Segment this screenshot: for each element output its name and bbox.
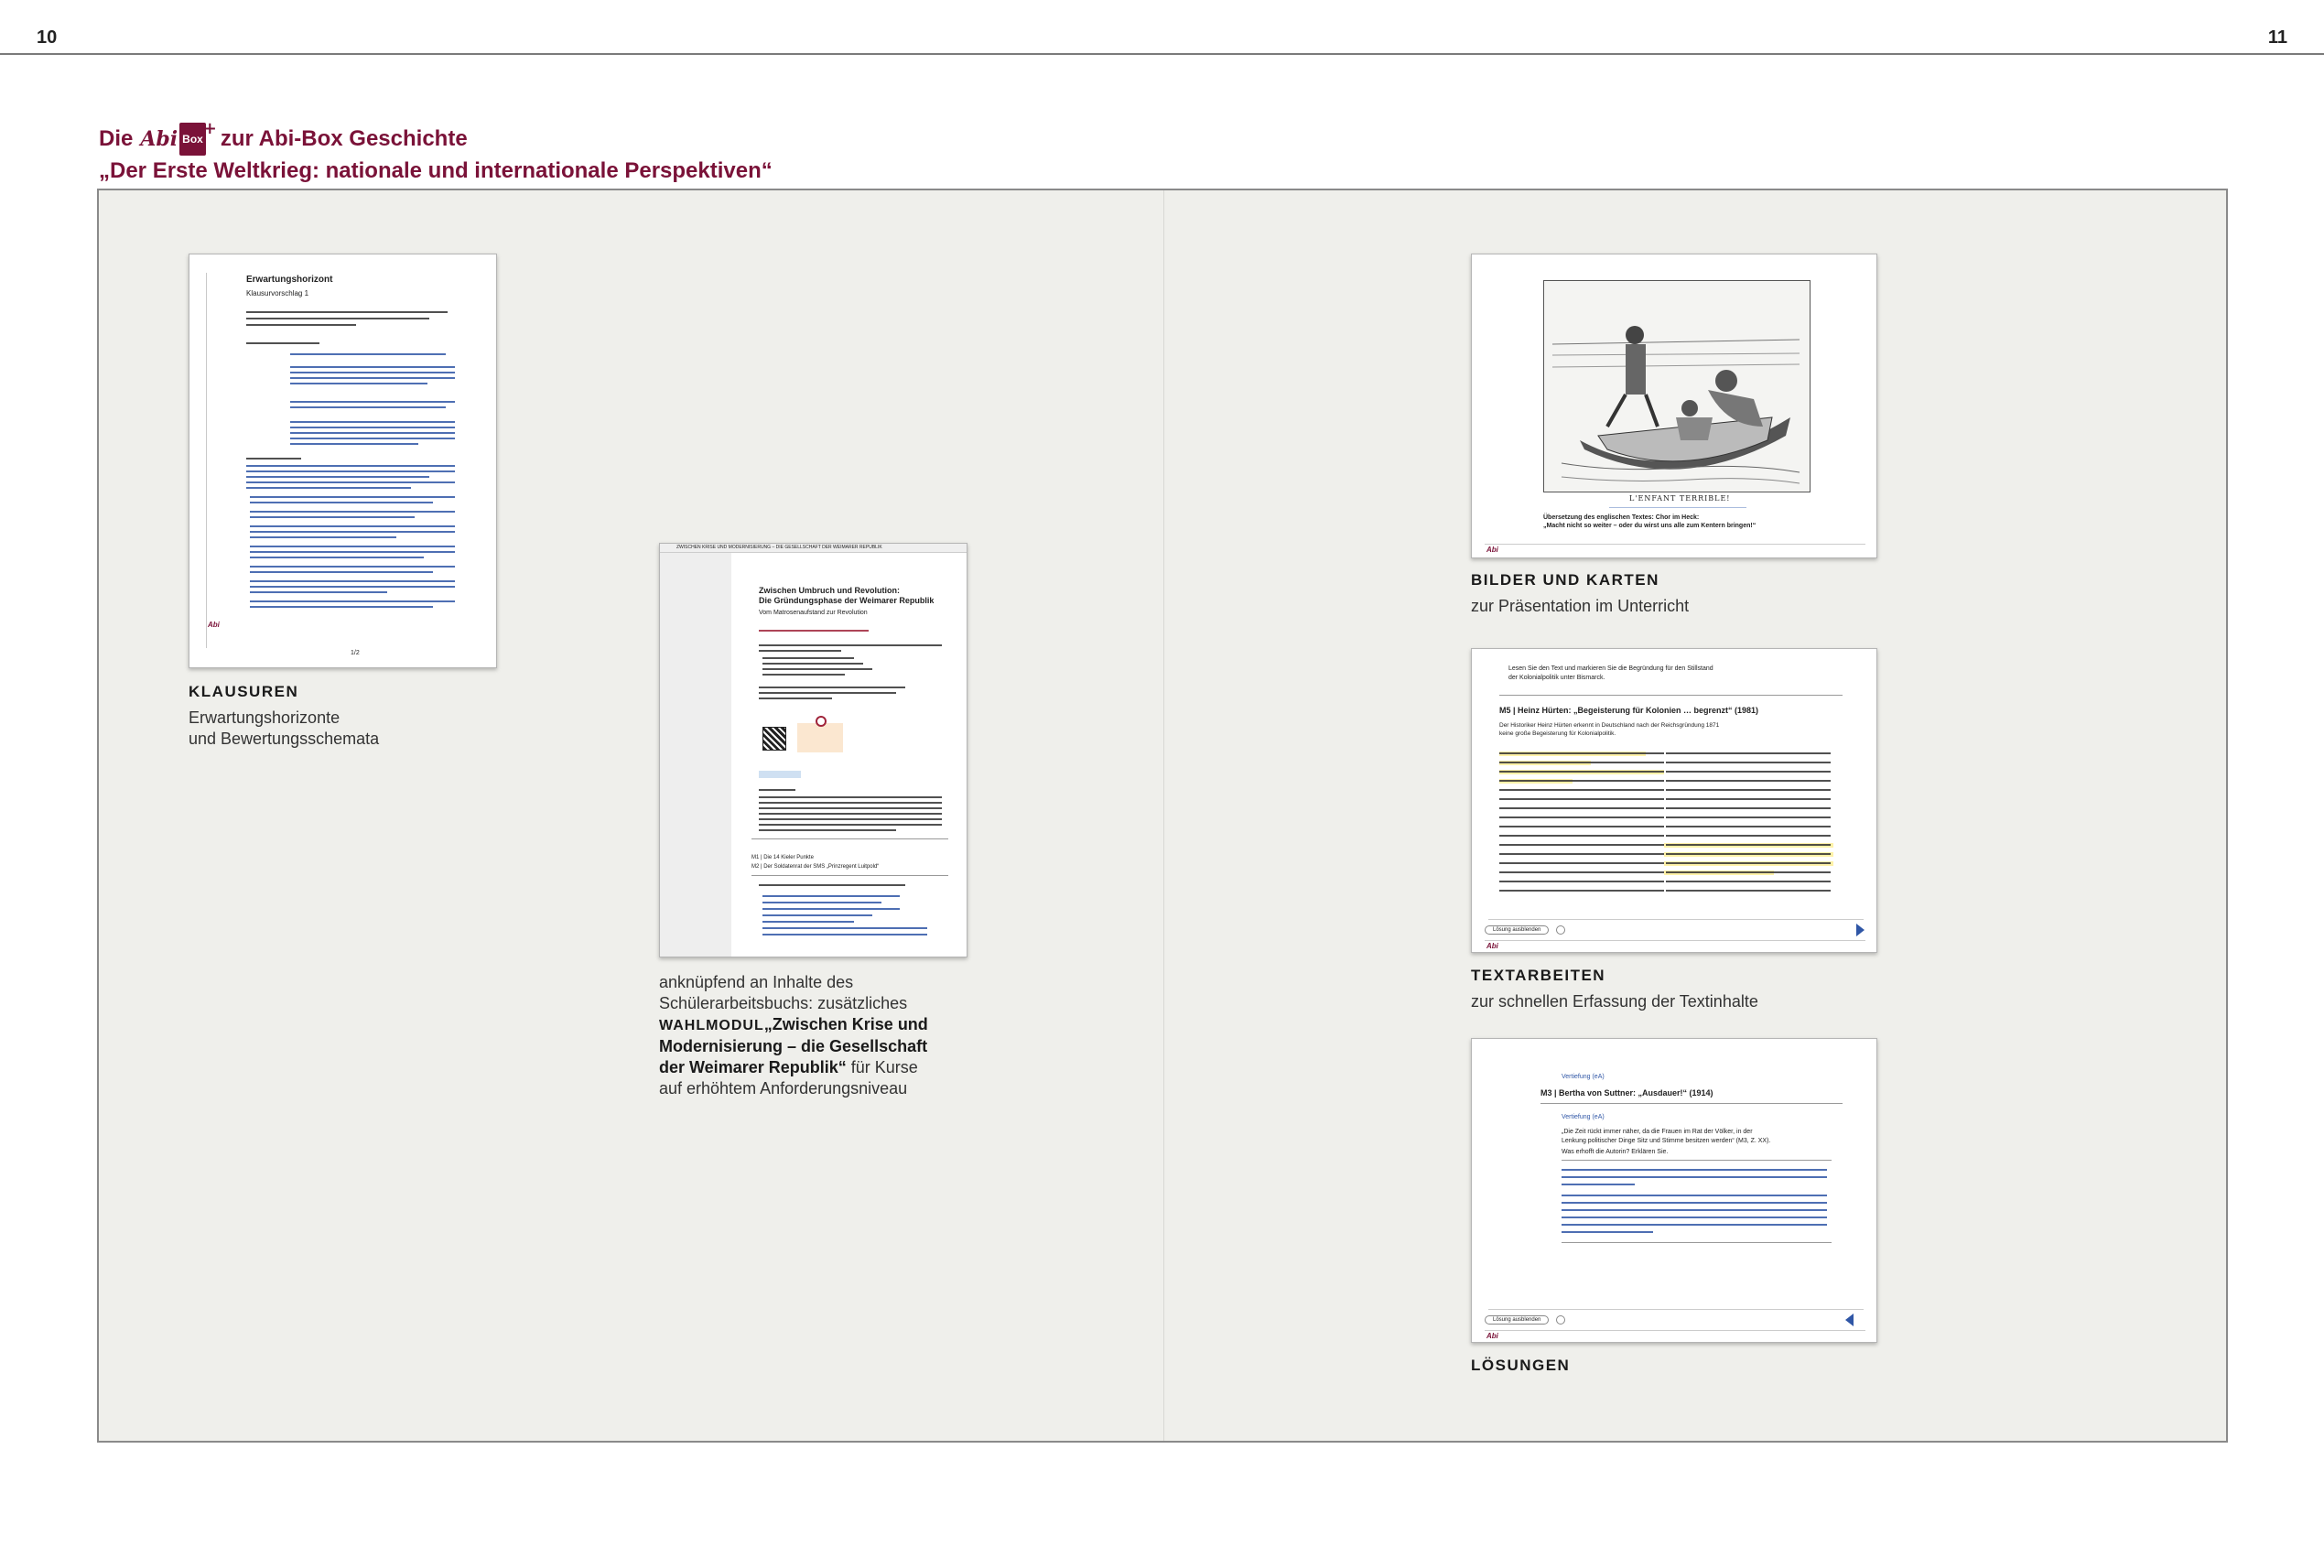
page-number-left: 10 [37,27,58,48]
loesungen-mini-logo: Abi [1486,1332,1498,1340]
top-rule [0,53,2324,55]
klausuren-description: Erwartungshorizonte und Bewertungsschemata [189,708,380,748]
cartoon-illustration [1543,280,1811,492]
headline [99,119,773,187]
loesungen-thumbnail[interactable]: Vertiefung (eA) M3 | Bertha von Suttner: „Ausdauer!“ (1914) Vertiefung (eA) „Die Zeit rückt immer näher, da die Frauen im Rat der Völker, in der Lenkung politischer Dinge Sitz und Stimme besitzen werden“ (M3, Z. XX). Was erhofft die Autorin? Erklären Sie. Lösung ausblenden Abi [1471,1038,1877,1343]
bilder-title: BILDER UND KARTEN [1471,571,1659,589]
loesungen-solution-button[interactable]: Lösung ausblenden [1485,1315,1549,1325]
headline-subtitle: „Der Erste Weltkrieg: nationale und internationale Perspektiven“ [99,158,773,183]
panel-divider [1163,190,1164,1441]
bilder-mini-logo: Abi [1486,546,1498,554]
klausuren-title: KLAUSUREN [189,683,299,700]
textarbeiten-description: zur schnellen Erfassung der Textinhalte [1471,992,1758,1011]
headline-suffix: zur Abi-Box Geschichte [220,126,468,151]
bilder-description: zur Präsentation im Unterricht [1471,597,1690,615]
wahlmodul-description: anknüpfend an Inhalte des Schülerarbeitsbuchs: zusätzliches WAHLMODUL„Zwischen Krise und Modernisierung – die Gesellschaft der Weimarer Republik“ für Kurse auf erhöhtem Anforderungsniveau [659,973,928,1098]
textarbeiten-title: TEXTARBEITEN [1471,967,1606,984]
klausuren-thumbnail[interactable]: Erwartungshorizont Klausurvorschlag 1 Abi 1/2 [189,254,497,668]
bilder-thumbnail[interactable]: L'ENFANT TERRIBLE! Übersetzung des englischen Textes: Chor im Heck: „Macht nicht so weiter – oder du wirst uns alle zum Kentern bringen!“ Abi [1471,254,1877,558]
page-number-right: 11 [2267,27,2287,48]
abibox-logo: Abi Box + [140,123,205,156]
headline-prefix: Die [99,126,134,151]
textarbeiten-solution-button[interactable]: Lösung ausblenden [1485,925,1549,935]
textarbeiten-thumbnail[interactable]: Lesen Sie den Text und markieren Sie die Begründung für den Stillstand der Kolonialpolitik unter Bismarck. M5 | Heinz Hürten: „Begeisterung für Kolonien … begrenzt“ (1981) Der Historiker Heinz Hürten erkennt in Deutschland nach der Reichsgründung 1871 keine große Begeisterung für Kolonialpolitik. Lösung ausblenden Abi [1471,648,1877,953]
wahlmodul-thumbnail[interactable]: ZWISCHEN KRISE UND MODERNISIERUNG – DIE GESELLSCHAFT DER WEIMARER REPUBLIK Zwischen Umbruch und Revolution: Die Gründungsphase der Weimarer Republik Vom Matrosenaufstand zur Revolution M1 | Die 14 Kieler Punkte M2 | Der Soldatenrat der SMS „Prinzregent Luitpold“ [659,543,967,957]
textarbeiten-mini-logo: Abi [1486,942,1498,950]
loesungen-title: LÖSUNGEN [1471,1357,1571,1374]
